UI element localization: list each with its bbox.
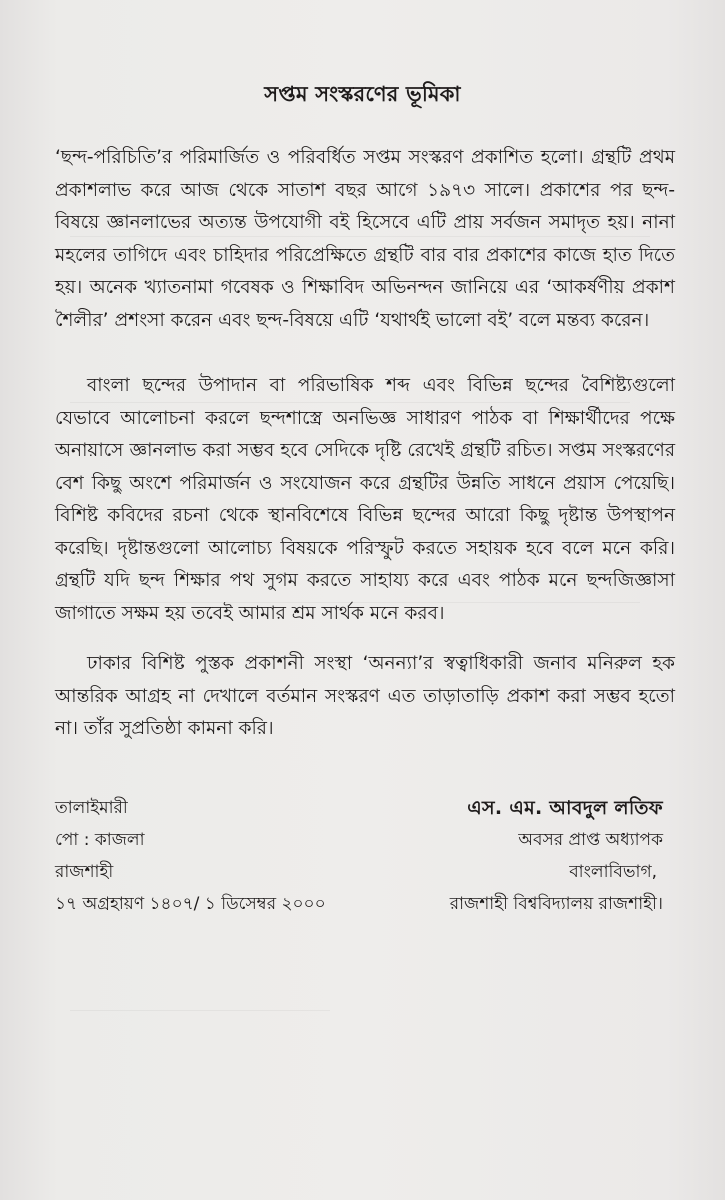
paragraph-1: ‘ছন্দ-পরিচিতি’র পরিমার্জিত ও পরিবর্ধিত সপ্তম সংস্করণ প্রকাশিত হলো। গ্রন্থটি প্রথম প্রকাশলাভ করে আজ থেকে সাতাশ বছর আগে ১৯৭৩ সালে। প্রকাশের পর ছন্দ-বিষয়ে জ্ঞানলাভের অত্যন্ত উপযোগী বই হিসেবে এটি প্রায় সর্বজন সমাদৃত হয়। নানা মহলের তাগিদে এবং চাহিদার পরিপ্রেক্ষিতে গ্রন্থটি বার বার প্রকাশের কাজে হাত দিতে হয়। অনেক খ্যাতনামা গবেষক ও শিক্ষাবিদ অভিনন্দন জানিয়ে এর ‘আকর্ষণীয় প্রকাশ শৈলীর’ প্রশংসা করেন এবং ছন্দ-বিষয়ে এটি ‘যথার্থই ভালো বই’ বলে মন্তব্য করেন। bbox=[55, 147, 675, 331]
preface-date: ১৭ অগ্রহায়ণ ১৪০৭/ ১ ডিসেম্বর ২০০০ bbox=[55, 894, 326, 914]
author-name: এস. এম. আবদুল লতিফ bbox=[467, 797, 663, 819]
author-designation: অবসর প্রাপ্ত অধ্যাপক bbox=[518, 830, 663, 850]
author-address bbox=[55, 792, 326, 920]
author-department: বাংলাবিভাগ, bbox=[569, 862, 657, 882]
address-line-3: রাজশাহী bbox=[55, 862, 114, 882]
address-line-2: পো : কাজলা bbox=[55, 830, 145, 850]
author-university: রাজশাহী বিশ্ববিদ্যালয় রাজশাহী। bbox=[449, 894, 663, 914]
page-title: সপ্তম সংস্করণের ভূমিকা bbox=[264, 82, 461, 106]
address-line-1: তালাইমারী bbox=[55, 798, 128, 818]
bleed-through-line bbox=[70, 1010, 330, 1011]
author-signature bbox=[450, 792, 663, 920]
paragraph-2: বাংলা ছন্দের উপাদান বা পরিভাষিক শব্দ এবং বিভিন্ন ছন্দের বৈশিষ্ট্যগুলো যেভাবে আলোচনা করলে ছন্দশাস্ত্রে অনভিজ্ঞ সাধারণ পাঠক বা শিক্ষার্থীদের পক্ষে অনায়াসে জ্ঞানলাভ করা সম্ভব হবে সেদিকে দৃষ্টি রেখেই গ্রন্থটি রচিত। সপ্তম সংস্করণের বেশ কিছু অংশে পরিমার্জন ও সংযোজন করে গ্রন্থটির উন্নতি সাধনে প্রয়াস পেয়েছি। বিশিষ্ট কবিদের রচনা থেকে স্থানবিশেষে বিভিন্ন ছন্দের আরো কিছু দৃষ্টান্ত উপস্থাপন করেছি। দৃষ্টান্তগুলো আলোচ্য বিষয়কে পরিস্ফুট করতে সহায়ক হবে বলে মনে করি। গ্রন্থটি যদি ছন্দ শিক্ষার পথ সুগম করতে সাহায্য করে এবং পাঠক মনে ছন্দজিজ্ঞাসা জাগাতে সক্ষম হয় তবেই আমার শ্রম সার্থক মনে করব। bbox=[55, 375, 675, 624]
paragraph-3: ঢাকার বিশিষ্ট পুস্তক প্রকাশনী সংস্থা ‘অনন্যা’র স্বত্বাধিকারী জনাব মনিরুল হক আন্তরিক আগ্রহ না দেখালে বর্তমান সংস্করণ এত তাড়াতাড়ি প্রকাশ করা সম্ভব হতো না। তাঁর সুপ্রতিষ্ঠা কামনা করি। bbox=[55, 653, 675, 739]
